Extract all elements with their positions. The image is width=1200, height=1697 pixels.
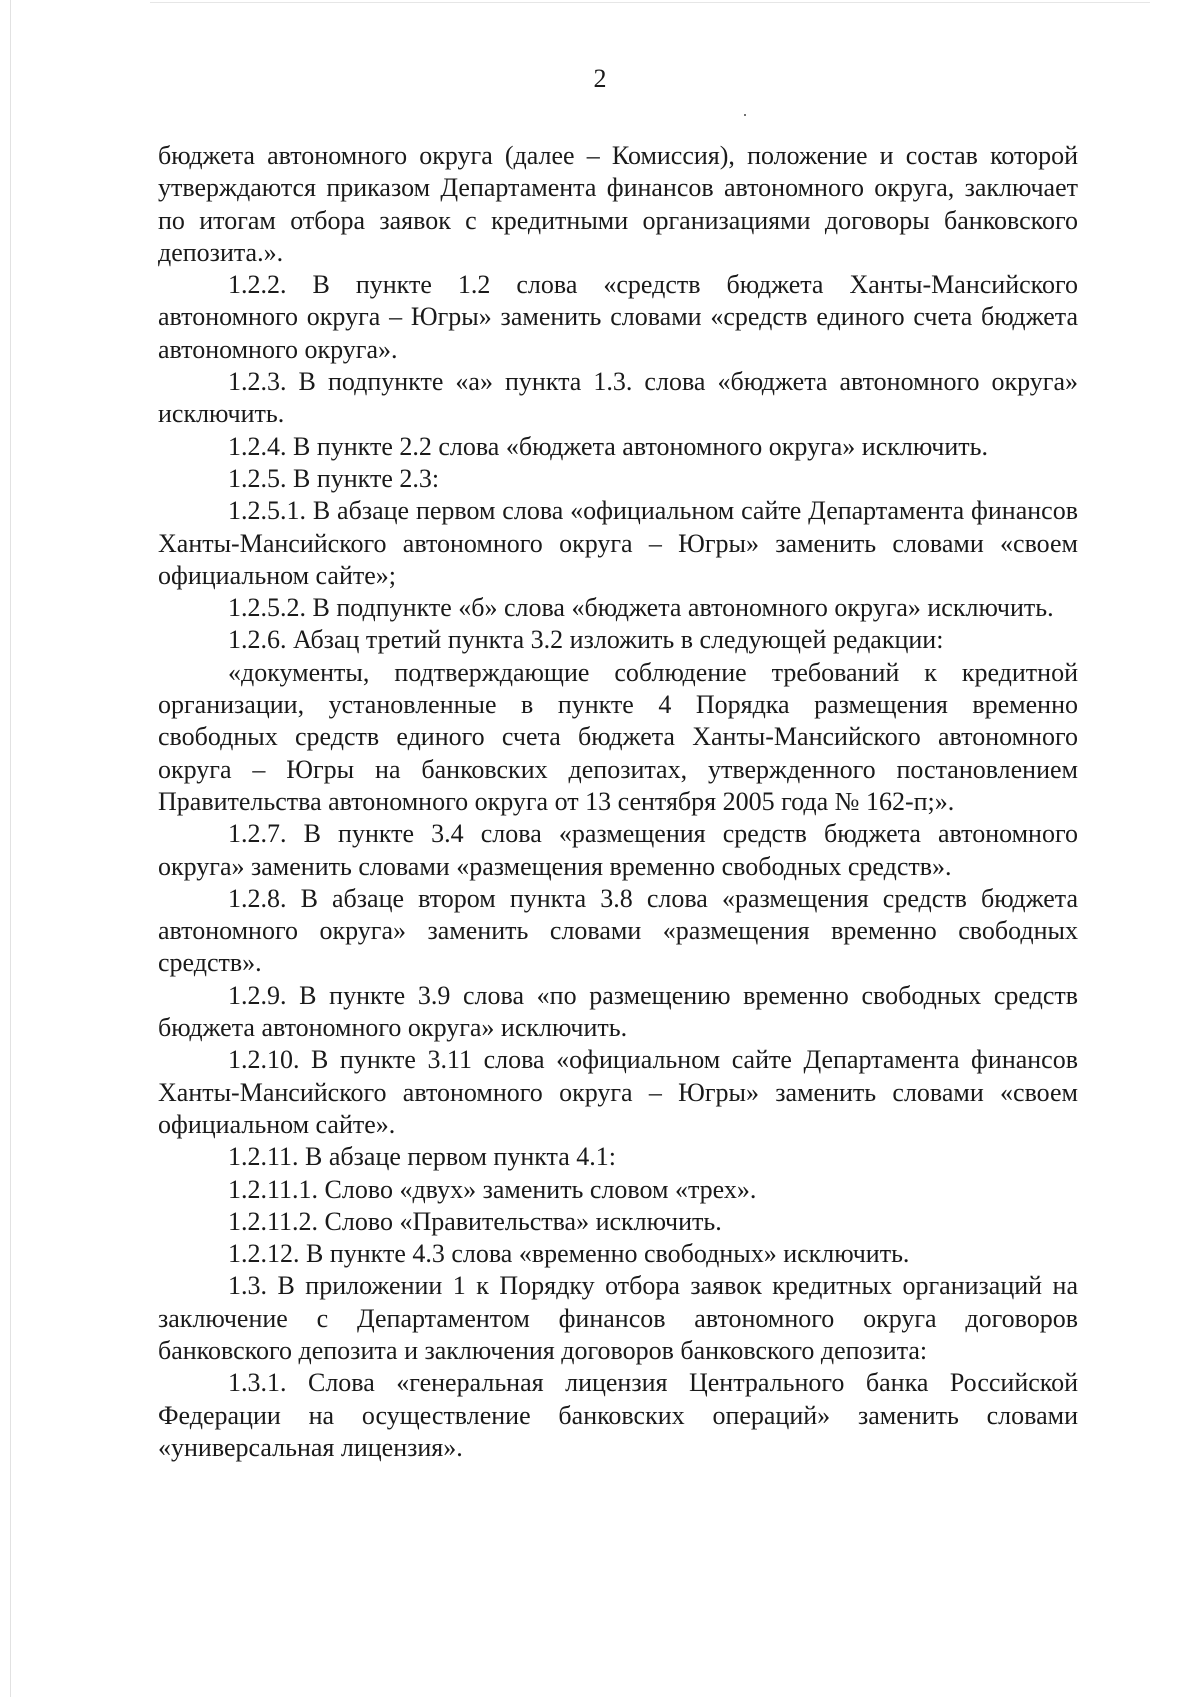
paragraph-1-2-5-1: 1.2.5.1. В абзаце первом слова «официальном сайте Департамента финансов Ханты-Мансийского автономного округа – Югры» заменить словами «своем официальном сайте»; — [158, 496, 1078, 590]
paragraph-1-2-12: 1.2.12. В пункте 4.3 слова «временно свободных» исключить. — [228, 1239, 910, 1269]
page-number: 2 — [593, 64, 607, 93]
paragraph-1-3-1: 1.3.1. Слова «генеральная лицензия Центрального банка Российской Федерации на осуществление банковских операций» заменить словами «универсальная лицензия». — [158, 1368, 1078, 1462]
paragraph-continuation: бюджета автономного округа (далее – Комиссия), положение и состав которой утверждаются приказом Департамента финансов автономного округа, заключает по итогам отбора заявок с кредитными организациями договоры банковского депозита.». — [158, 141, 1078, 267]
paragraph-1-2-6: 1.2.6. Абзац третий пункта 3.2 изложить в следующей редакции: — [228, 625, 944, 655]
paragraph-1-2-4: 1.2.4. В пункте 2.2 слова «бюджета автономного округа» исключить. — [228, 431, 988, 461]
paragraph-1-2-11: 1.2.11. В абзаце первом пункта 4.1: — [228, 1142, 616, 1172]
scan-edge-top — [150, 2, 1150, 3]
paragraph-1-2-2: 1.2.2. В пункте 1.2 слова «средств бюджета Ханты-Мансийского автономного округа – Югры» заменить словами «средств единого счета бюджета автономного округа». — [158, 270, 1078, 364]
paragraph-quoted-documents: «документы, подтверждающие соблюдение требований к кредитной организации, установленные в пункте 4 Порядка размещения временно свободных средств единого счета бюджета Ханты-Мансийского автономного округа – Югры на банковских депозитах, утвержденного постановлением Правительства автономного округа от 13 сентября 2005 года № 162-п;». — [158, 657, 1078, 816]
paragraph-1-2-7: 1.2.7. В пункте 3.4 слова «размещения средств бюджета автономного округа» заменить словами «размещения временно свободных средств». — [158, 819, 1078, 881]
paragraph-1-2-5: 1.2.5. В пункте 2.3: — [228, 463, 440, 493]
paragraph-1-3: 1.3. В приложении 1 к Порядку отбора заявок кредитных организаций на заключение с Департаментом финансов автономного округа договоров банковского депозита и заключения договоров банковского депозита: — [158, 1271, 1078, 1365]
scan-speck — [744, 114, 746, 116]
paragraph-1-2-8: 1.2.8. В абзаце втором пункта 3.8 слова «размещения средств бюджета автономного округа» заменить словами «размещения временно свободных средств». — [158, 883, 1078, 978]
paragraph-1-2-3: 1.2.3. В подпункте «а» пункта 1.3. слова «бюджета автономного округа» исключить. — [158, 367, 1078, 429]
paragraph-1-2-9: 1.2.9. В пункте 3.9 слова «по размещению временно свободных средств бюджета автономного округа» исключить. — [158, 980, 1078, 1043]
scan-edge-left — [10, 0, 11, 1697]
paragraph-1-2-11-1: 1.2.11.1. Слово «двух» заменить словом «трех». — [228, 1174, 757, 1204]
paragraph-1-2-10: 1.2.10. В пункте 3.11 слова «официальном сайте Департамента финансов Ханты-Мансийского автономного округа – Югры» заменить словами «своем официальном сайте». — [158, 1045, 1078, 1139]
paragraph-1-2-11-2: 1.2.11.2. Слово «Правительства» исключить. — [228, 1206, 722, 1236]
document-body — [158, 140, 1078, 1464]
paragraph-1-2-5-2: 1.2.5.2. В подпункте «б» слова «бюджета автономного округа» исключить. — [228, 593, 1054, 623]
